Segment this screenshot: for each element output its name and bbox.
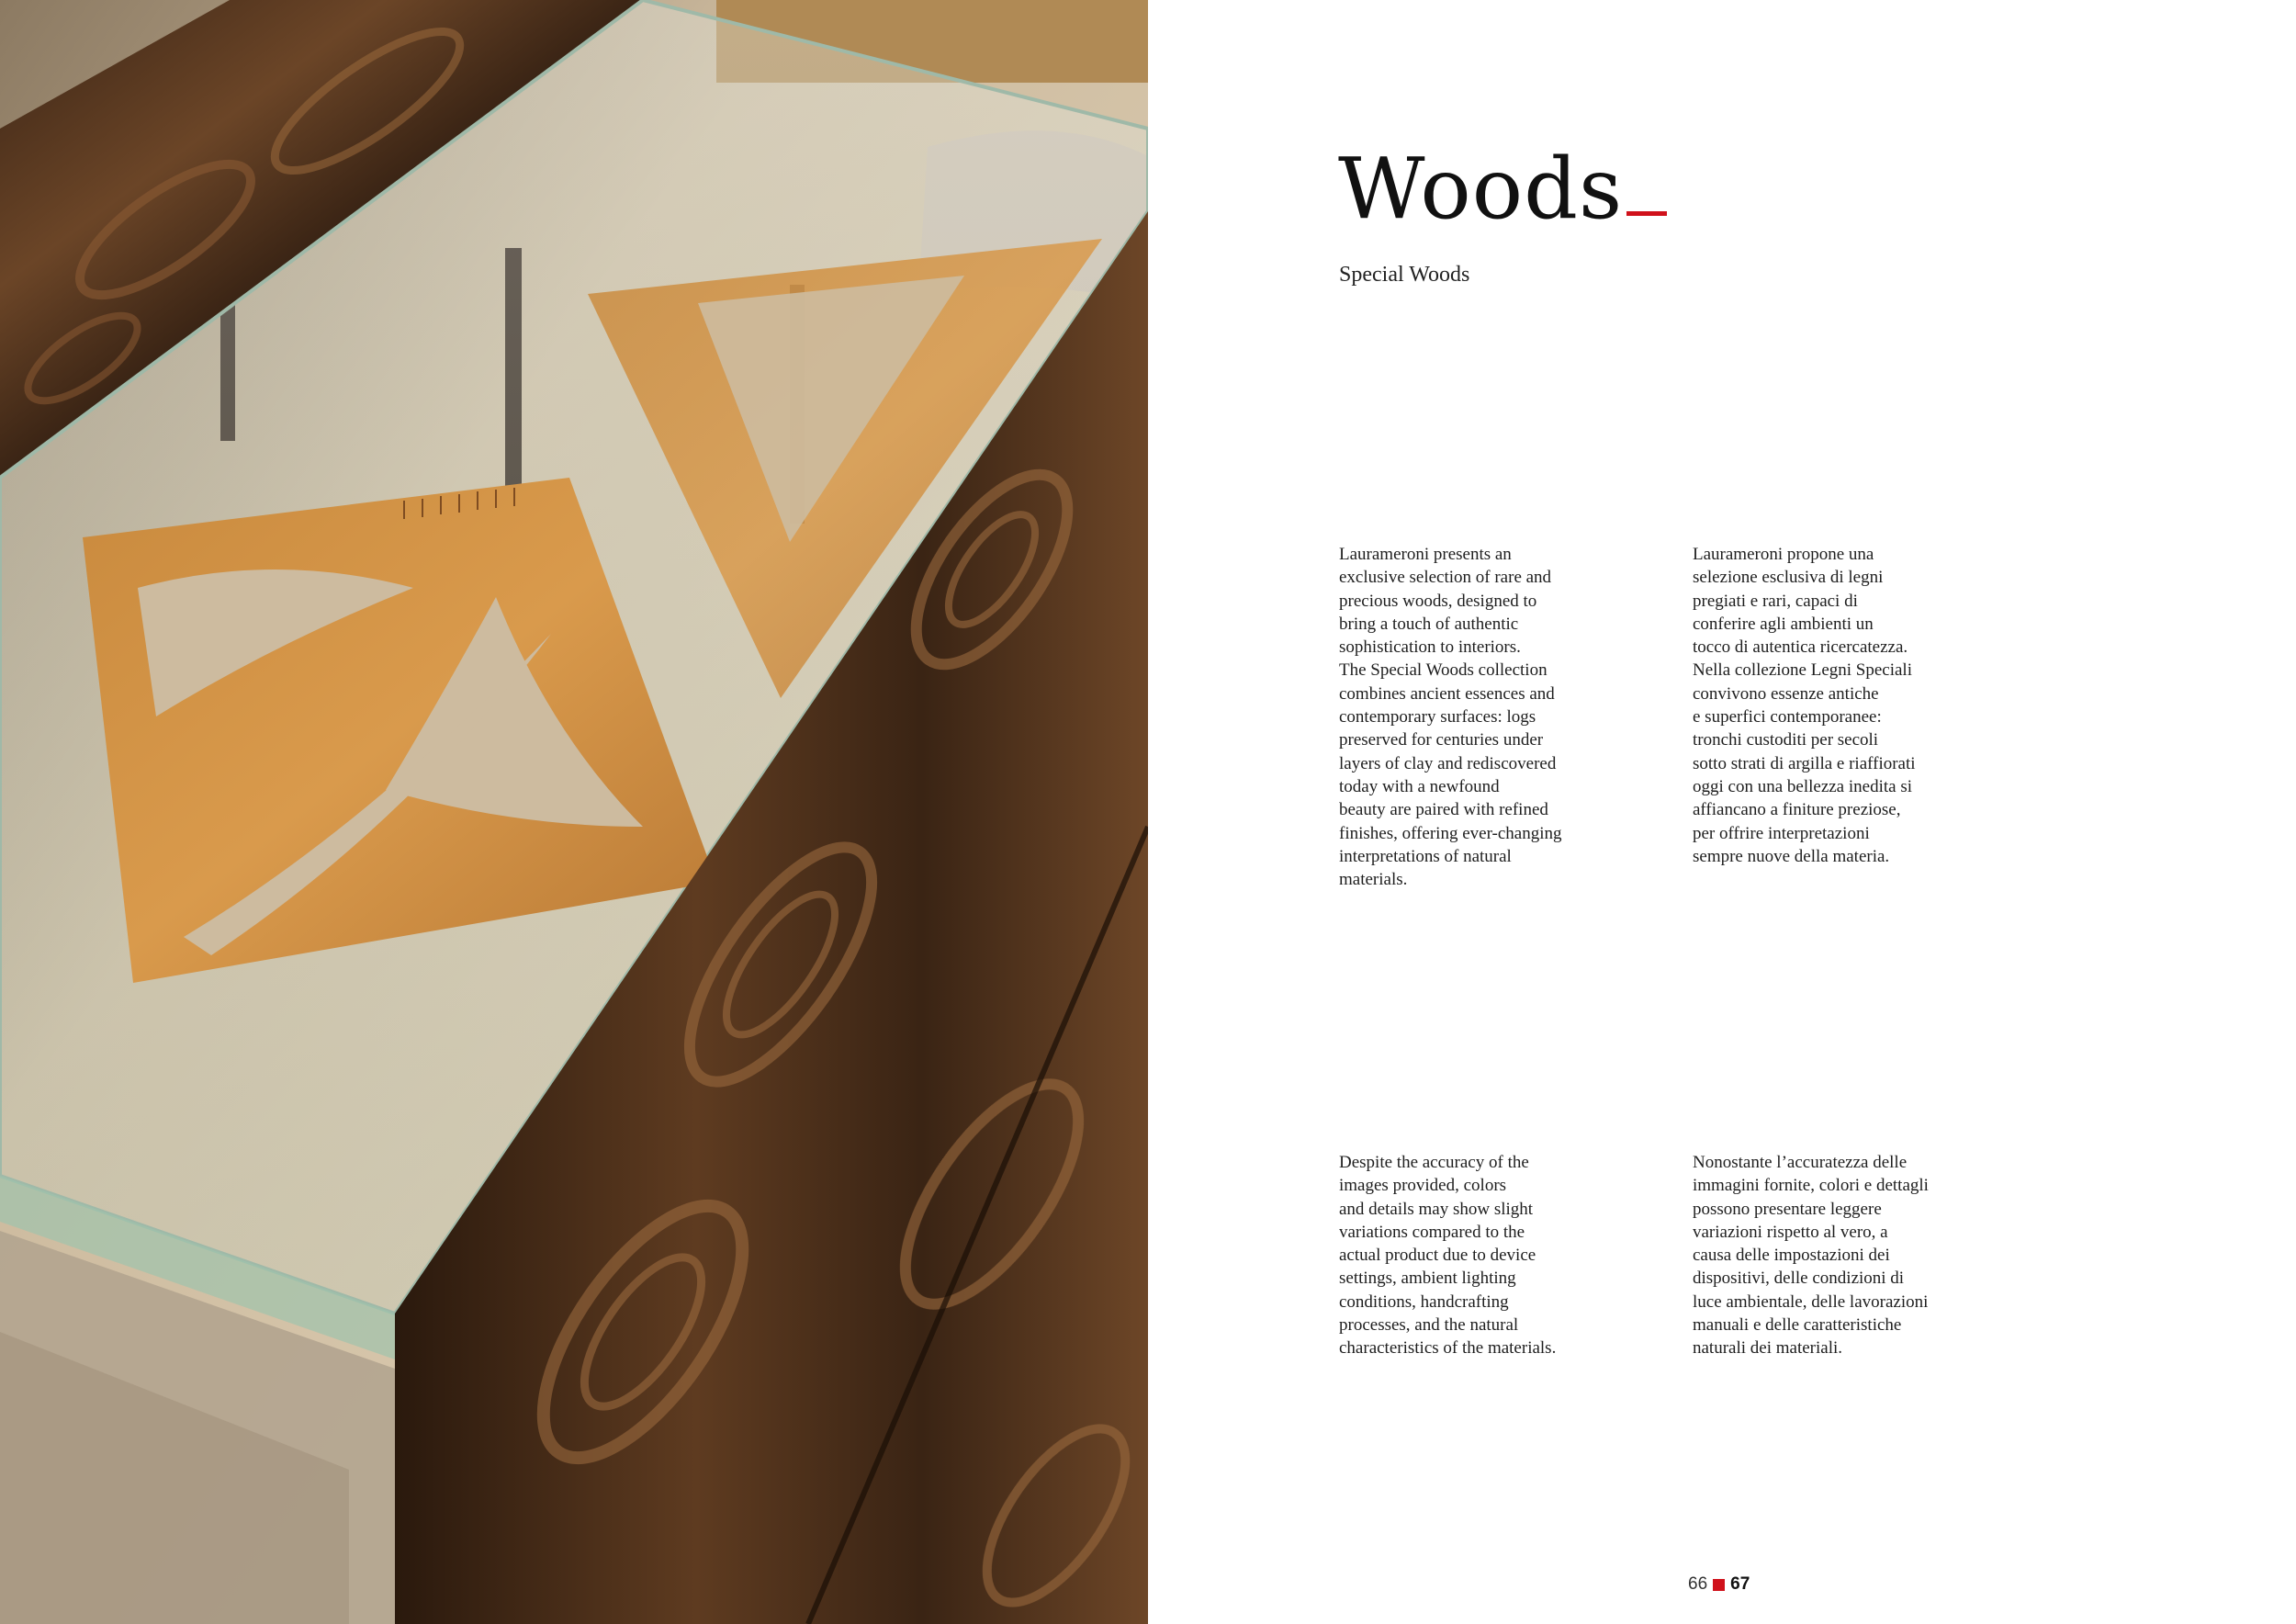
page-number-left: 66: [1688, 1574, 1708, 1594]
text-line: sempre nuove della materia.: [1693, 846, 1890, 866]
folio-square-icon: [1713, 1579, 1725, 1591]
text-line: pregiati e rari, capaci di: [1693, 591, 1858, 611]
text-line: affiancano a finiture preziose,: [1693, 800, 1901, 820]
text-line: exclusive selection of rare and: [1339, 568, 1552, 588]
text-line: oggi con una bellezza inedita si: [1693, 776, 1912, 796]
text-line: preserved for centuries under: [1339, 730, 1544, 750]
text-line: tocco di autentica ricercatezza.: [1693, 637, 1908, 658]
intro-text-english: [1339, 543, 1633, 891]
page-numbers: [1688, 1574, 1750, 1595]
text-line: settings, ambient lighting: [1339, 1269, 1516, 1289]
text-line: images provided, colors: [1339, 1176, 1507, 1196]
disclaimer-text-english: [1339, 1151, 1633, 1360]
text-line: interpretations of natural: [1339, 846, 1512, 866]
text-line: dispositivi, delle condizioni di: [1693, 1269, 1905, 1289]
text-line: immagini fornite, colori e dettagli: [1693, 1176, 1929, 1196]
text-line: bring a touch of authentic: [1339, 614, 1519, 634]
text-line: tronchi custoditi per secoli: [1693, 730, 1879, 750]
text-line: contemporary surfaces: logs: [1339, 707, 1536, 727]
text-line: Laurameroni propone una: [1693, 545, 1874, 564]
text-line: sophistication to interiors.: [1339, 637, 1521, 658]
text-line: beauty are paired with refined: [1339, 800, 1548, 820]
text-line: Nonostante l’accuratezza delle: [1693, 1153, 1908, 1172]
text-line: characteristics of the materials.: [1339, 1338, 1557, 1359]
text-line: variations compared to the: [1339, 1222, 1525, 1242]
text-page: [1148, 0, 2296, 1624]
text-line: sotto strati di argilla e riaffiorati: [1693, 753, 1916, 773]
disclaimer-text-italian: [1693, 1151, 1986, 1360]
disclaimer-it-lines: [1693, 1151, 1986, 1360]
text-line: possono presentare leggere: [1693, 1199, 1882, 1219]
text-line: Despite the accuracy of the: [1339, 1153, 1529, 1172]
text-line: processes, and the natural: [1339, 1315, 1519, 1336]
text-line: e superfici contemporanee:: [1693, 707, 1882, 727]
text-line: selezione esclusiva di legni: [1693, 568, 1884, 588]
text-line: luce ambientale, delle lavorazioni: [1693, 1291, 1929, 1312]
text-line: precious woods, designed to: [1339, 591, 1537, 611]
page-subtitle: Special Woods: [1339, 263, 1470, 287]
intro-en-lines: [1339, 543, 1633, 891]
text-line: convivono essenze antiche: [1693, 683, 1879, 704]
text-line: materials.: [1339, 870, 1408, 890]
text-line: conditions, handcrafting: [1339, 1291, 1509, 1312]
text-line: layers of clay and rediscovered: [1339, 753, 1557, 773]
text-line: actual product due to device: [1339, 1246, 1536, 1266]
text-line: combines ancient essences and: [1339, 683, 1555, 704]
text-line: manuali e delle caratteristiche: [1693, 1315, 1902, 1336]
text-line: Nella collezione Legni Speciali: [1693, 660, 1912, 681]
page-number-right: 67: [1730, 1574, 1750, 1594]
text-line: finishes, offering ever-changing: [1339, 823, 1562, 843]
text-line: and details may show slight: [1339, 1199, 1534, 1219]
page-title: Woods: [1338, 140, 1624, 238]
disclaimer-en-lines: [1339, 1151, 1633, 1360]
title-accent-underscore: [1626, 211, 1667, 216]
text-line: naturali dei materiali.: [1693, 1338, 1843, 1359]
text-line: today with a newfound: [1339, 776, 1500, 796]
page-title-block: [1338, 140, 1667, 238]
text-line: per offrire interpretazioni: [1693, 823, 1870, 843]
text-line: conferire agli ambienti un: [1693, 614, 1874, 634]
text-line: The Special Woods collection: [1339, 660, 1548, 681]
intro-text-italian: [1693, 543, 1986, 868]
intro-it-lines: [1693, 543, 1986, 868]
text-line: causa delle impostazioni dei: [1693, 1246, 1890, 1266]
text-line: Laurameroni presents an: [1339, 545, 1512, 564]
text-line: variazioni rispetto al vero, a: [1693, 1222, 1888, 1242]
